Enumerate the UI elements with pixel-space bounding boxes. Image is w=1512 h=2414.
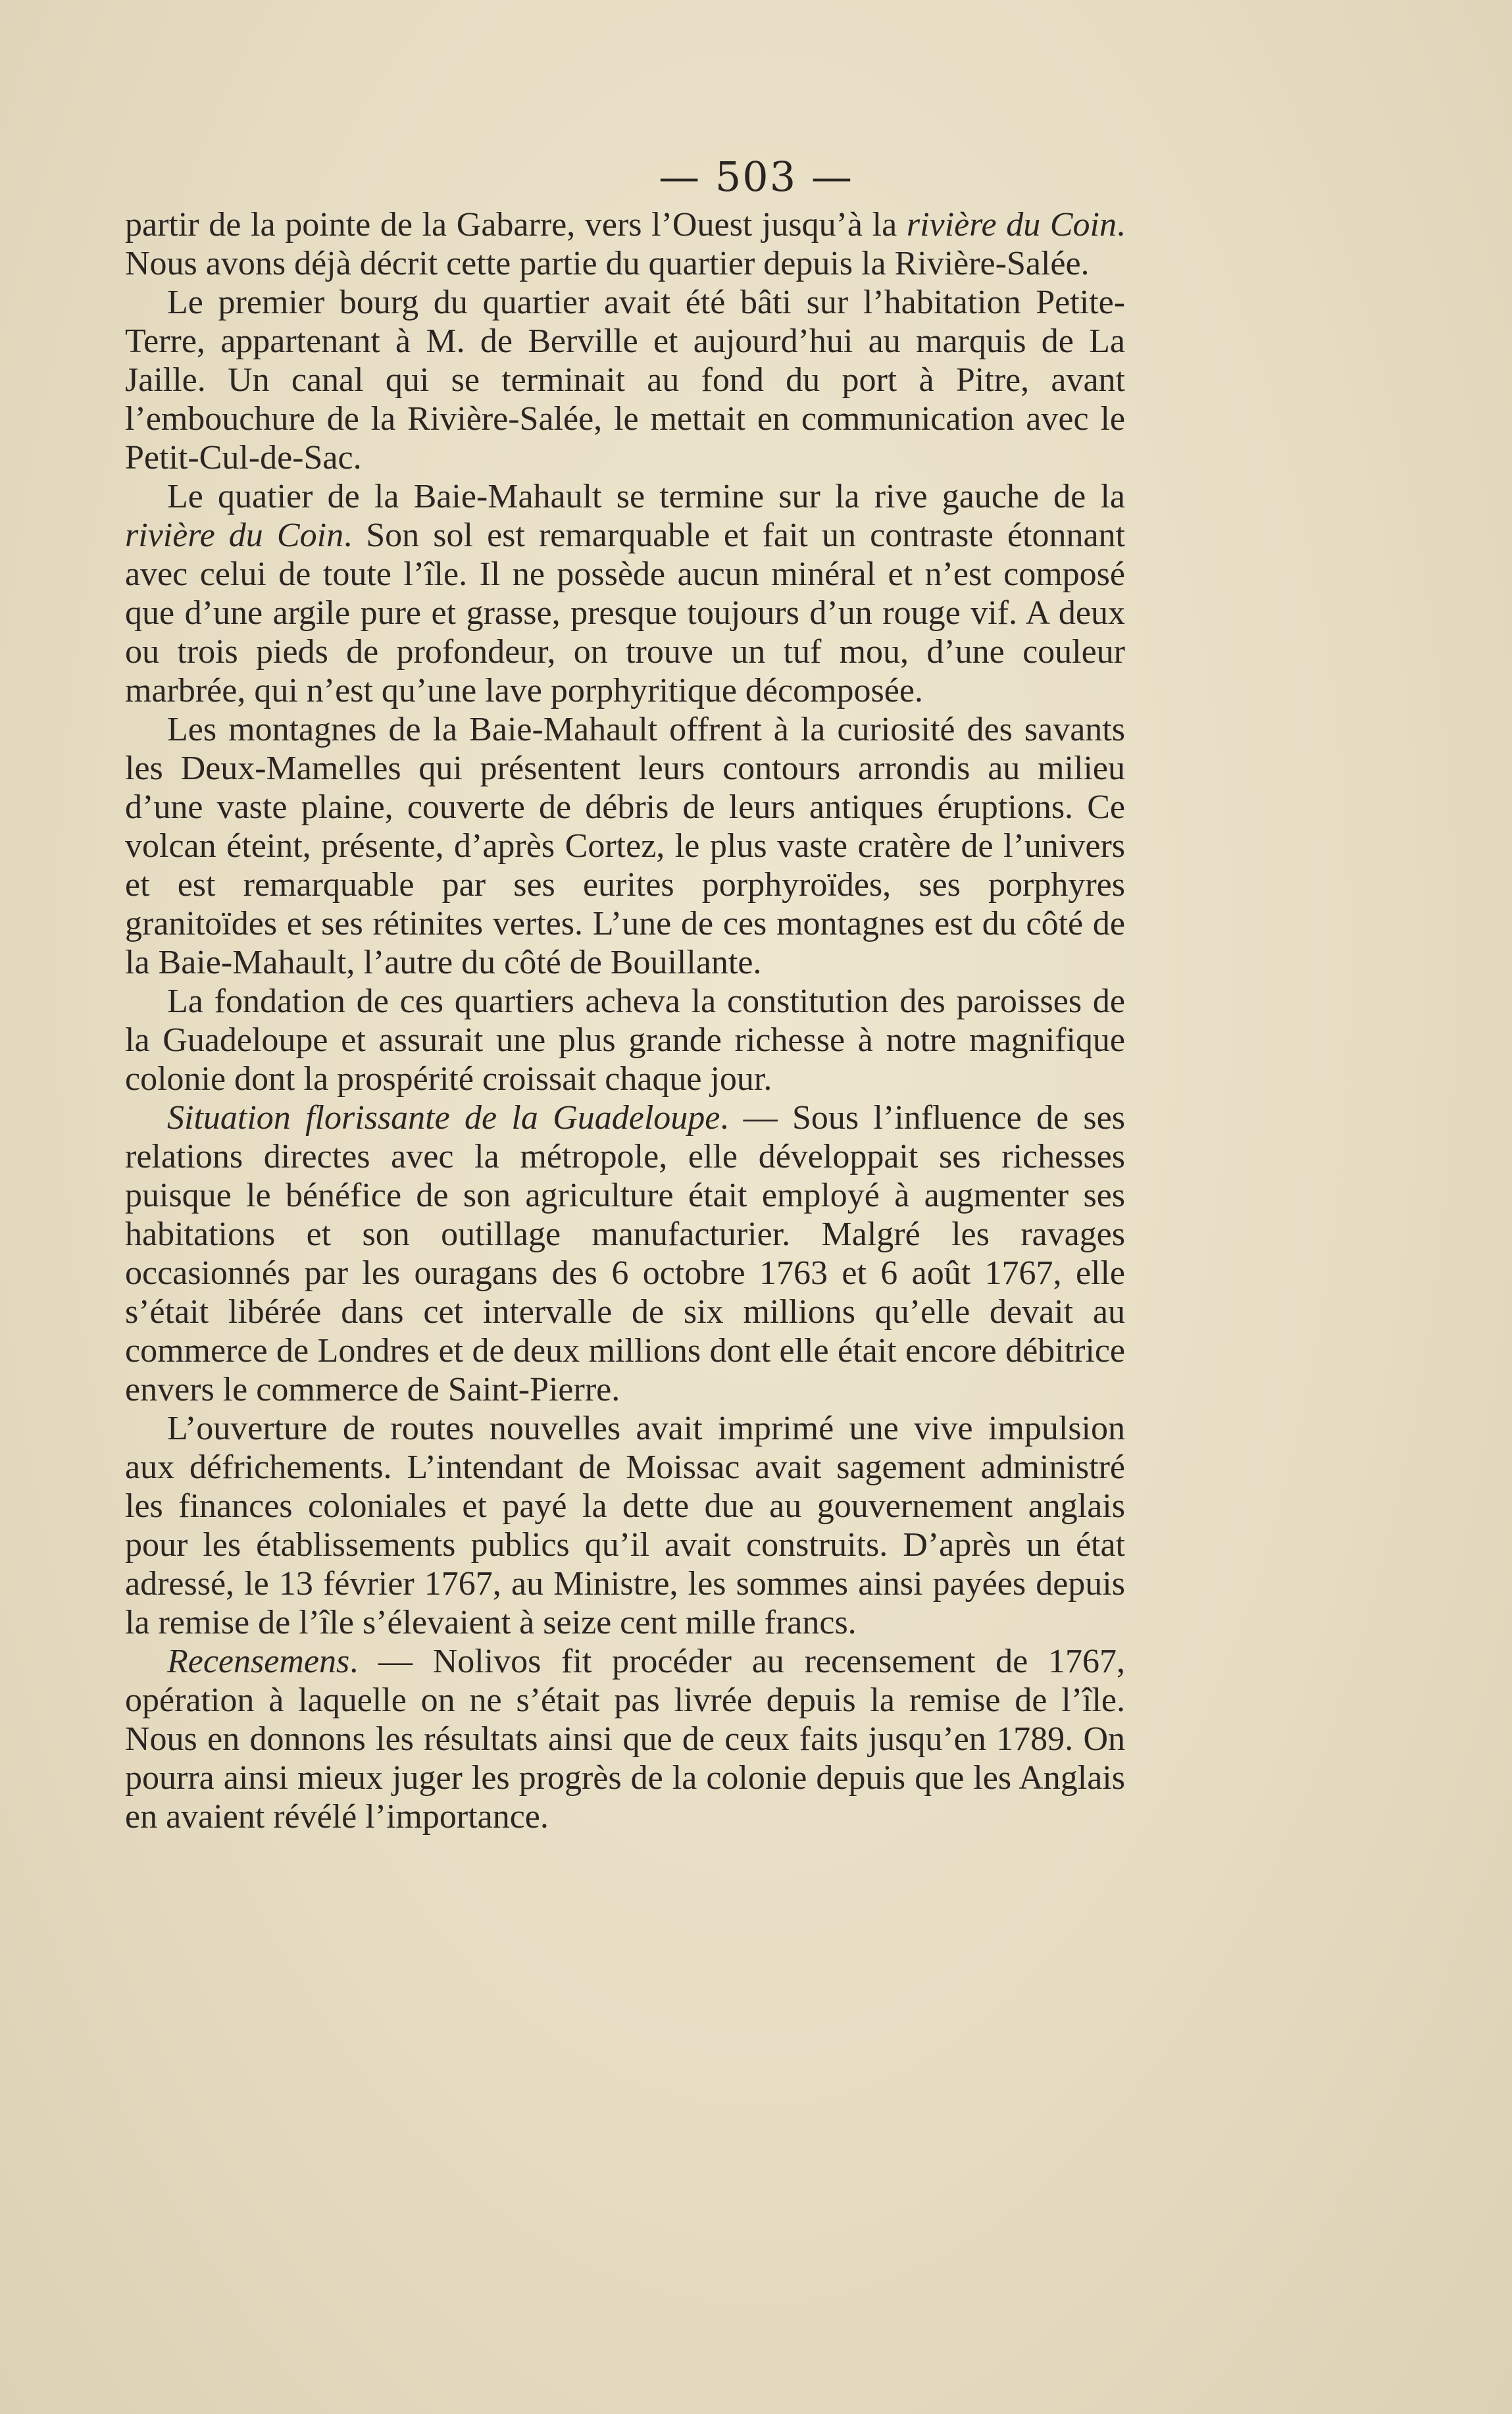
- text-run: . — Nolivos fit procéder au recensement de 1767, opération à laquelle on ne s’était pas livrée depuis la remise de l’île. Nous en donnons les résultats ainsi que de ceux faits jusqu’en 1789. On pourra ainsi mieux juger les progrès de la colonie depuis que les Anglais en avaient révélé l’importance.: [125, 1643, 1125, 1836]
- text-run: partir de la pointe de la Gabarre, vers l’Ouest jusqu’à la: [125, 206, 907, 244]
- text-run: La fondation de ces quartiers acheva la constitution des paroisses de la Guadeloupe et assurait une plus grande richesse à notre magnifique colonie dont la prospérité croissait chaque jour.: [125, 983, 1125, 1098]
- paragraph: [125, 205, 1125, 283]
- page-number: — 503 —: [659, 153, 853, 201]
- italic-text-run: Recensemens: [167, 1643, 350, 1680]
- text-run: . Nous avons déjà décrit cette partie du quartier depuis la Rivière-Salée.: [125, 206, 1125, 282]
- text-run: . Son sol est remarquable et fait un contraste étonnant avec celui de toute l’île. Il ne possède aucun minéral et n’est composé que d’une argile pure et grasse, presque toujours d’un rouge vif. A deux ou trois pieds de profondeur, on trouve un tuf mou, d’une couleur marbrée, qui n’est qu’une lave porphyritique décomposée.: [125, 517, 1126, 709]
- paragraph: [125, 1098, 1125, 1409]
- body-text: [125, 205, 1125, 1836]
- paragraph: [125, 283, 1125, 477]
- italic-text-run: rivière du Coin: [125, 517, 344, 554]
- text-run: L’ouverture de routes nouvelles avait imprimé une vive impulsion aux défrichements. L’intendant de Moissac avait sagement administré les finances coloniales et payé la dette due au gouvernement anglais pour les établissements publics qu’il avait construits. D’après un état adressé, le 13 février 1767, au Ministre, les sommes ainsi payées depuis la remise de l’île s’élevaient à seize cent mille francs.: [125, 1410, 1125, 1641]
- text-run: Les montagnes de la Baie-Mahault offrent à la curiosité des savants les Deux-Mamelles qui présentent leurs contours arrondis au milieu d’une vaste plaine, couverte de débris de leurs antiques éruptions. Ce volcan éteint, présente, d’après Cortez, le plus vaste cratère de l’univers et est remarquable par ses eurites porphyroïdes, ses porphyres granitoïdes et ses rétinites vertes. L’une de ces montagnes est du côté de la Baie-Mahault, l’autre du côté de Bouillante.: [125, 711, 1125, 981]
- paragraph: [125, 710, 1125, 982]
- text-run: . — Sous l’influence de ses relations directes avec la métropole, elle développait ses richesses puisque le bénéfice de son agriculture était employé à augmenter ses habitations et son outillage manufacturier. Malgré les ravages occasionnés par les ouragans des 6 octobre 1763 et 6 août 1767, elle s’était libérée dans cet intervalle de six millions qu’elle devait au commerce de Londres et de deux millions dont elle était encore débitrice envers le commerce de Saint-Pierre.: [125, 1099, 1125, 1408]
- paragraph: [125, 1409, 1125, 1642]
- text-run: Le quatier de la Baie-Mahault se termine sur la rive gauche de la: [167, 478, 1125, 515]
- italic-text-run: Situation florissante de la Guadeloupe: [167, 1099, 720, 1137]
- italic-text-run: rivière du Coin: [906, 206, 1117, 244]
- text-run: Le premier bourg du quartier avait été bâti sur l’habitation Petite-Terre, appartenant à M. de Berville et aujourd’hui au marquis de La Jaille. Un canal qui se terminait au fond du port à Pitre, avant l’embouchure de la Rivière-Salée, le mettait en communication avec le Petit-Cul-de-Sac.: [125, 284, 1125, 476]
- paragraph: [125, 1642, 1125, 1836]
- paragraph: [125, 477, 1125, 710]
- paragraph: [125, 982, 1125, 1098]
